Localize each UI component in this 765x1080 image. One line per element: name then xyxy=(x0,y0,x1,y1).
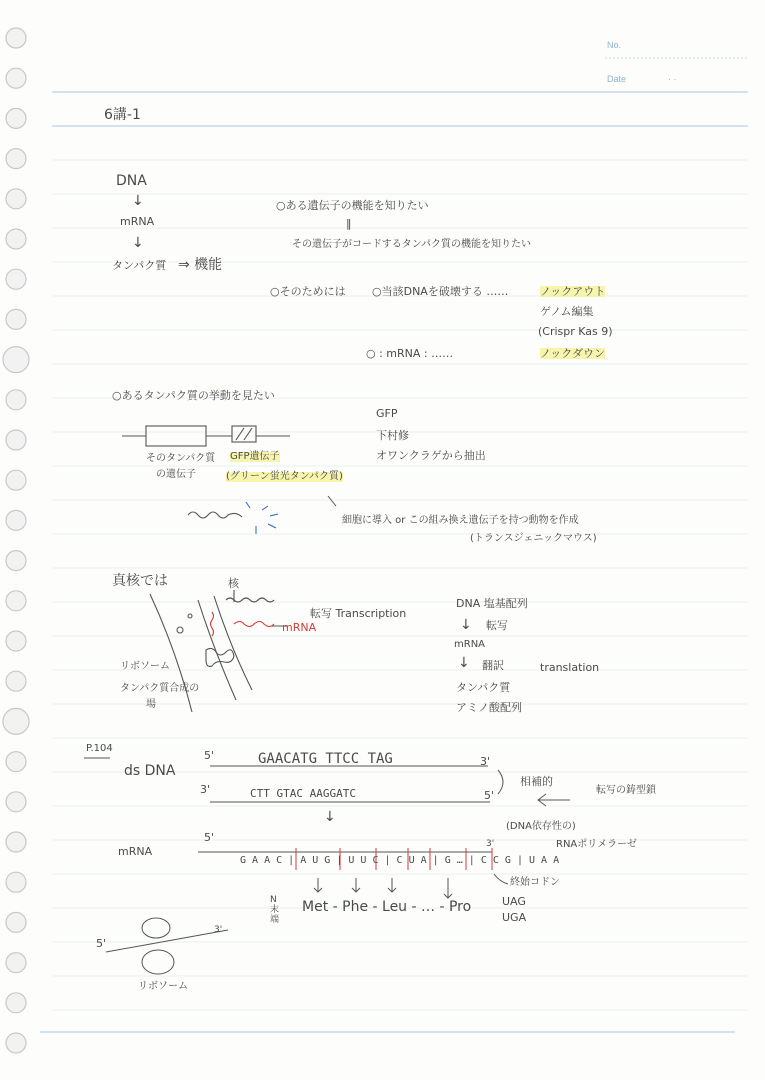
flow-dna-seq: DNA 塩基配列 xyxy=(456,597,528,610)
flow-arrow-1: ↓ xyxy=(132,193,144,209)
five-prime-ribosome: 5' xyxy=(96,937,107,950)
binder-hole xyxy=(6,1033,26,1053)
binder-hole xyxy=(6,28,26,48)
header-date-label: Date xyxy=(607,74,627,84)
binder-hole xyxy=(6,591,26,611)
knockdown-label: ノックダウン xyxy=(540,347,606,360)
mrna-row-label: mRNA xyxy=(118,845,153,858)
binder-hole xyxy=(3,347,29,373)
synthesis-site-1: タンパク質合成の xyxy=(120,683,200,694)
transcription-label: 転写 Transcription xyxy=(310,607,407,620)
mrna-sequence: G A A C | A U G | U U C | C U A | G … | C C G | U A A xyxy=(240,855,560,866)
peptide-chain: Met - Phe - Leu - … - Pro xyxy=(302,899,472,915)
binder-hole xyxy=(6,269,26,289)
five-prime-bottom: 5' xyxy=(484,789,495,802)
ribosome-label: リボソーム xyxy=(120,661,170,672)
binder-hole xyxy=(6,671,26,691)
gfp-label: GFP xyxy=(376,407,398,420)
gene-label-2: の遺伝子 xyxy=(156,469,196,480)
gfp-sparkle xyxy=(246,502,278,534)
binder-hole xyxy=(6,229,26,249)
complementary-label: 相補的 xyxy=(520,775,553,788)
binder-hole xyxy=(6,470,26,490)
binder-hole xyxy=(6,108,26,128)
three-prime-mrna: 3' xyxy=(486,839,495,849)
protein-behavior-title: ○あるタンパク質の挙動を見たい xyxy=(112,389,275,402)
strand-bottom: CTT GTAC AAGGATC xyxy=(250,787,356,800)
rna-pol-2: RNAポリメラーゼ xyxy=(556,839,637,850)
crispr-label: (Crispr Kas 9) xyxy=(538,325,613,338)
binder-holes xyxy=(3,28,29,1053)
gene-label-1: そのタンパク質 xyxy=(146,453,216,464)
flow-dna: DNA xyxy=(116,173,147,189)
intro-method-2: (トランスジェニックマウス) xyxy=(470,533,597,544)
binder-hole xyxy=(6,912,26,932)
three-prime-top: 3' xyxy=(480,755,491,768)
binder-hole xyxy=(6,872,26,892)
flow-protein-2: タンパク質 xyxy=(456,681,511,694)
lecture-title: 6講-1 xyxy=(104,107,141,123)
binder-hole xyxy=(6,792,26,812)
rna-pol-1: (DNA依存性の) xyxy=(506,821,576,832)
three-prime-ribosome: 3' xyxy=(214,925,223,935)
header-date-dots: · · xyxy=(668,74,677,84)
genome-edit-label: ゲノム編集 xyxy=(540,305,594,318)
mrna-label-red: mRNA xyxy=(282,621,317,634)
flow-arrow-tx: ↓ xyxy=(460,617,472,633)
question-protein-function: その遺伝子がコードするタンパク質の機能を知りたい xyxy=(292,239,531,250)
five-prime-mrna: 5' xyxy=(204,831,215,844)
binder-hole xyxy=(6,189,26,209)
page-reference: P.104 xyxy=(86,743,113,754)
binder-hole xyxy=(6,68,26,88)
binder-hole xyxy=(6,551,26,571)
method-intro: ○そのためには xyxy=(270,285,346,298)
nucleus-label: 核 xyxy=(228,577,239,590)
knockout-label: ノックアウト xyxy=(540,285,606,298)
binder-hole xyxy=(3,708,29,734)
gfp-desc-label: (グリーン蛍光タンパク質) xyxy=(226,471,343,482)
flow-protein: タンパク質 xyxy=(112,259,167,272)
header-no-label: No. xyxy=(607,40,622,50)
gfp-gene-label: GFP遺伝子 xyxy=(230,451,280,462)
binder-hole xyxy=(6,832,26,852)
flow-arrow-2: ↓ xyxy=(132,235,144,251)
ribosome-bottom-label: リボソーム xyxy=(138,981,188,992)
binder-hole xyxy=(6,430,26,450)
method-mrna: ○ : mRNA : …… xyxy=(366,347,454,360)
down-arrow: ↓ xyxy=(324,809,336,825)
method-destroy-dna: ○当該DNAを破壊する …… xyxy=(372,285,509,298)
equivalence-mark: ‖ xyxy=(346,217,352,230)
flow-transcription: 転写 xyxy=(486,619,508,632)
jellyfish-label: オワンクラゲから抽出 xyxy=(376,449,486,462)
flow-amino-acid: アミノ酸配列 xyxy=(456,701,522,714)
flow-arrow-tl: ↓ xyxy=(458,655,470,671)
five-prime-top: 5' xyxy=(204,749,215,762)
flow-mrna: mRNA xyxy=(120,215,155,228)
stop-codon-label: 終始コドン xyxy=(510,877,560,888)
binder-hole xyxy=(6,149,26,169)
binder-hole xyxy=(6,752,26,772)
binder-hole xyxy=(6,309,26,329)
synthesis-site-2: 場 xyxy=(146,699,156,710)
question-gene-function: ○ある遺伝子の機能を知りたい xyxy=(276,199,429,212)
stop-codon-uag: UAG xyxy=(502,895,526,908)
n-terminus-label: N 末 端 xyxy=(270,895,280,925)
translation-arrows xyxy=(314,874,508,898)
three-prime-bottom: 3' xyxy=(200,783,211,796)
flow-mrna-2: mRNA xyxy=(454,639,486,650)
template-strand-label: 転写の鋳型鎖 xyxy=(596,785,656,796)
shimura-label: 下村修 xyxy=(376,429,409,442)
binder-hole xyxy=(6,390,26,410)
flow-translation-en: translation xyxy=(540,661,600,674)
eukaryote-title: 真核では xyxy=(112,573,168,589)
flow-translation: 翻訳 xyxy=(482,659,504,672)
strand-top: GAACATG TTCC TAG xyxy=(258,751,393,767)
binder-hole xyxy=(6,953,26,973)
binder-hole xyxy=(6,631,26,651)
binder-hole xyxy=(6,993,26,1013)
ds-dna-label: ds DNA xyxy=(124,763,176,779)
flow-function: ⇒ 機能 xyxy=(178,257,223,273)
binder-hole xyxy=(6,510,26,530)
intro-method-1: 細胞に導入 or この組み換え遺伝子を持つ動物を作成 xyxy=(342,515,579,526)
stop-codon-uga: UGA xyxy=(502,911,527,924)
